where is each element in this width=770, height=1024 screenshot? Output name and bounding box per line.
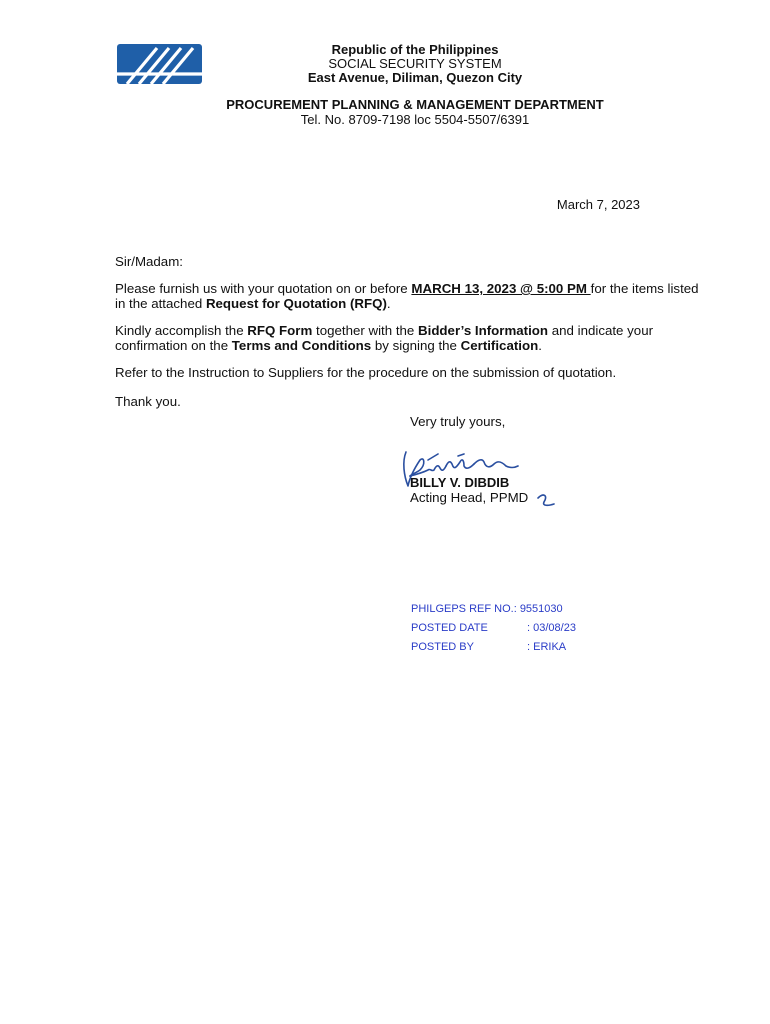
p2-text-c: and indicate your confirmation on the xyxy=(115,323,654,353)
paragraph-instructions xyxy=(115,324,700,353)
signatory-name: BILLY V. DIBDIB xyxy=(410,475,510,490)
header-department: PROCUREMENT PLANNING & MANAGEMENT DEPARTMENT xyxy=(226,97,604,112)
terms-label: Terms and Conditions xyxy=(231,337,372,353)
posted-date-label: POSTED DATE xyxy=(411,622,488,634)
header-republic: Republic of the Philippines xyxy=(331,42,499,57)
letter-date: March 7, 2023 xyxy=(556,197,640,212)
p1-text-a: Please furnish us with your quotation on or before xyxy=(115,281,412,296)
p2-text-b: together with the xyxy=(312,323,419,338)
posted-by-value: : ERIKA xyxy=(527,641,567,653)
paragraph-quotation xyxy=(115,282,700,311)
p1-text-b: for the items listed in the attached xyxy=(115,281,699,311)
philgeps-ref xyxy=(411,603,563,615)
p2-text-d: by signing the xyxy=(371,337,461,353)
p2-text-e: . xyxy=(538,337,542,353)
rfq-form-label: RFQ Form xyxy=(247,323,313,338)
thank-you: Thank you. xyxy=(115,394,181,409)
closing: Very truly yours, xyxy=(410,414,506,429)
paragraph-refer: Refer to the Instruction to Suppliers for the procedure on the submission of quotation. xyxy=(115,365,617,380)
header-tel: Tel. No. 8709-7198 loc 5504-5507/6391 xyxy=(300,112,530,127)
rfq-label: Request for Quotation (RFQ) xyxy=(205,295,387,311)
deadline: MARCH 13, 2023 @ 5:00 PM xyxy=(411,281,591,296)
header-agency: SOCIAL SECURITY SYSTEM xyxy=(328,56,502,71)
header-address: East Avenue, Diliman, Quezon City xyxy=(307,70,523,85)
philgeps-label: PHILGEPS REF NO.: xyxy=(411,603,520,615)
signatory-title: Acting Head, PPMD xyxy=(410,490,529,505)
posted-by-label: POSTED BY xyxy=(411,641,474,653)
posted-date-value: : 03/08/23 xyxy=(527,622,576,634)
p2-text-a: Kindly accomplish the xyxy=(115,323,248,338)
philgeps-value: 9551030 xyxy=(519,603,563,615)
certification-label: Certification xyxy=(460,337,539,353)
bidder-info-label: Bidder’s Information xyxy=(418,323,549,338)
salutation: Sir/Madam: xyxy=(115,254,183,269)
p1-text-c: . xyxy=(386,295,391,311)
